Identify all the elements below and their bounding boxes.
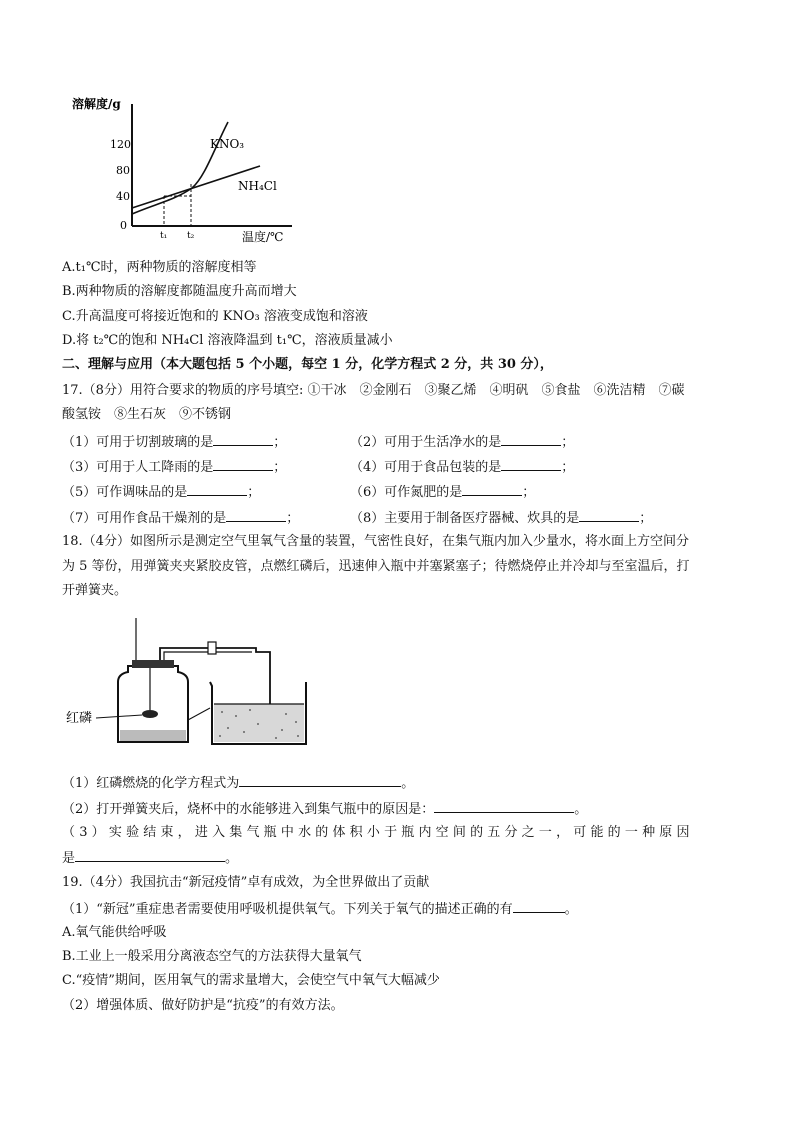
q19-sub1	[62, 898, 578, 920]
q18-sub1	[62, 772, 414, 794]
q17-item-7-text: （7）可用作食品干燥剂的是	[62, 511, 227, 526]
x-tick-t2: t₂	[187, 231, 195, 241]
q19-option-b: B.工业上一般采用分离液态空气的方法获得大量氧气	[62, 949, 362, 964]
y-tick-80: 80	[116, 164, 130, 177]
q18-sub2-end: 。	[574, 802, 588, 817]
q17-item-4-end: ；	[561, 460, 575, 475]
q18-sub1-end: 。	[401, 776, 415, 791]
section-heading: 二、理解与应用（本大题包括 5 个小题，每空 1 分，化学方程式 2 分，共 30 分），	[62, 357, 553, 372]
q17-item-2-end: ；	[561, 435, 575, 450]
spring-clamp	[208, 642, 216, 654]
q17-item-6-end: ；	[522, 485, 536, 500]
y-axis-label: 溶解度/g	[72, 97, 121, 111]
q17-stem-line1: 17.（8分）用符合要求的物质的序号填空: ①干冰 ②金刚石 ③聚乙烯 ④明矾 ⑤食盐 ⑥洗洁精 ⑦碳	[62, 383, 685, 398]
q17-item-3-end: ；	[273, 460, 287, 475]
q18-sub2-text: （2）打开弹簧夹后，烧杯中的水能够进入到集气瓶中的原因是：	[62, 802, 435, 817]
q19-option-c: C.“疫情”期间，医用氧气的需求量增大，会使空气中氧气大幅减少	[62, 973, 440, 988]
solubility-chart	[60, 92, 310, 244]
q17-item-4-text: （4）可用于食品包装的是	[350, 460, 502, 475]
q18-stem-line1: 18.（4分）如图所示是测定空气里氧气含量的装置，气密性良好，在集气瓶内加入少量水，将水面上方空间分	[62, 534, 689, 549]
y-tick-40: 40	[116, 190, 130, 203]
q17-stem-line2: 酸氢铵 ⑧生石灰 ⑨不锈钢	[62, 407, 232, 422]
series-kno3-label: KNO₃	[210, 137, 245, 151]
answer-blank[interactable]	[501, 431, 561, 446]
q19-sub1-text: （1）“新冠”重症患者需要使用呼吸机提供氧气。下列关于氧气的描述正确的有	[62, 902, 513, 917]
answer-blank[interactable]	[434, 798, 574, 813]
q17-item-8	[350, 507, 652, 529]
x-axis-label: 温度/℃	[242, 230, 284, 244]
x-tick-t1: t₁	[160, 231, 168, 241]
q18-stem-line3: 开弹簧夹。	[62, 583, 128, 598]
q17-item-6-text: （6）可作氮肥的是	[350, 485, 463, 500]
apparatus-figure	[60, 612, 350, 752]
q19-sub2: （2）增强体质、做好防护是“抗疫”的有效方法。	[62, 998, 344, 1013]
answer-blank[interactable]	[239, 772, 401, 787]
q18-stem-line2: 为 5 等份，用弹簧夹夹紧胶皮管，点燃红磷后，迅速伸入瓶中并塞紧塞子；待燃烧停止并冷却与至室温后，打	[62, 559, 690, 574]
beaker-water	[214, 704, 304, 742]
option-a: A.t₁℃时，两种物质的溶解度相等	[62, 260, 257, 275]
red-phosphorus-spoon	[142, 710, 158, 718]
q17-item-7	[62, 507, 299, 529]
y-tick-120: 120	[110, 138, 131, 151]
q17-item-8-end: ；	[639, 511, 653, 526]
q19-option-a: A.氧气能供给呼吸	[62, 925, 167, 940]
rubber-tube-mark	[188, 708, 210, 720]
option-d: D.将 t₂℃的饱和 NH₄Cl 溶液降温到 t₁℃，溶液质量减小	[62, 333, 393, 348]
option-b: B.两种物质的溶解度都随温度升高而增大	[62, 284, 297, 299]
answer-blank[interactable]	[213, 431, 273, 446]
q18-sub3-end: 。	[225, 851, 239, 866]
jar-stopper	[132, 660, 174, 668]
answer-blank[interactable]	[187, 481, 247, 496]
q17-item-2-text: （2）可用于生活净水的是	[350, 435, 502, 450]
answer-blank[interactable]	[226, 507, 286, 522]
red-phosphorus-label: 红磷	[66, 711, 93, 726]
q17-item-4	[350, 456, 574, 478]
q17-item-3	[62, 456, 286, 478]
q18-sub1-text: （1）红磷燃烧的化学方程式为	[62, 776, 240, 791]
series-nh4cl-label: NH₄Cl	[238, 179, 277, 193]
answer-blank[interactable]	[213, 456, 273, 471]
jar-water	[120, 730, 186, 741]
answer-blank[interactable]	[513, 898, 565, 913]
answer-blank[interactable]	[579, 507, 639, 522]
q17-item-1-end: ；	[273, 435, 287, 450]
answer-blank[interactable]	[75, 847, 225, 862]
q18-sub3-line1: （3）实验结束，进入集气瓶中水的体积小于瓶内空间的五分之一，可能的一种原因	[62, 825, 694, 840]
q17-item-8-text: （8）主要用于制备医疗器械、炊具的是	[350, 511, 580, 526]
q19-stem: 19.（4分）我国抗击“新冠疫情”卓有成效，为全世界做出了贡献	[62, 875, 430, 890]
answer-blank[interactable]	[501, 456, 561, 471]
q18-sub3-text: 是	[62, 851, 76, 866]
series-kno3-line	[132, 122, 228, 214]
y-tick-0: 0	[120, 219, 127, 232]
q19-sub1-end: 。	[564, 902, 578, 917]
q17-item-5-end: ；	[247, 485, 261, 500]
q17-item-1-text: （1）可用于切割玻璃的是	[62, 435, 214, 450]
q18-sub3-line2	[62, 847, 238, 869]
q17-item-6	[350, 481, 535, 503]
answer-blank[interactable]	[462, 481, 522, 496]
q17-item-2	[350, 431, 574, 453]
q17-item-1	[62, 431, 286, 453]
q17-item-7-end: ；	[286, 511, 300, 526]
option-c: C.升高温度可将接近饱和的 KNO₃ 溶液变成饱和溶液	[62, 309, 368, 324]
q18-sub2	[62, 798, 587, 820]
q17-item-3-text: （3）可用于人工降雨的是	[62, 460, 214, 475]
q17-item-5	[62, 481, 260, 503]
q17-item-5-text: （5）可作调味品的是	[62, 485, 188, 500]
